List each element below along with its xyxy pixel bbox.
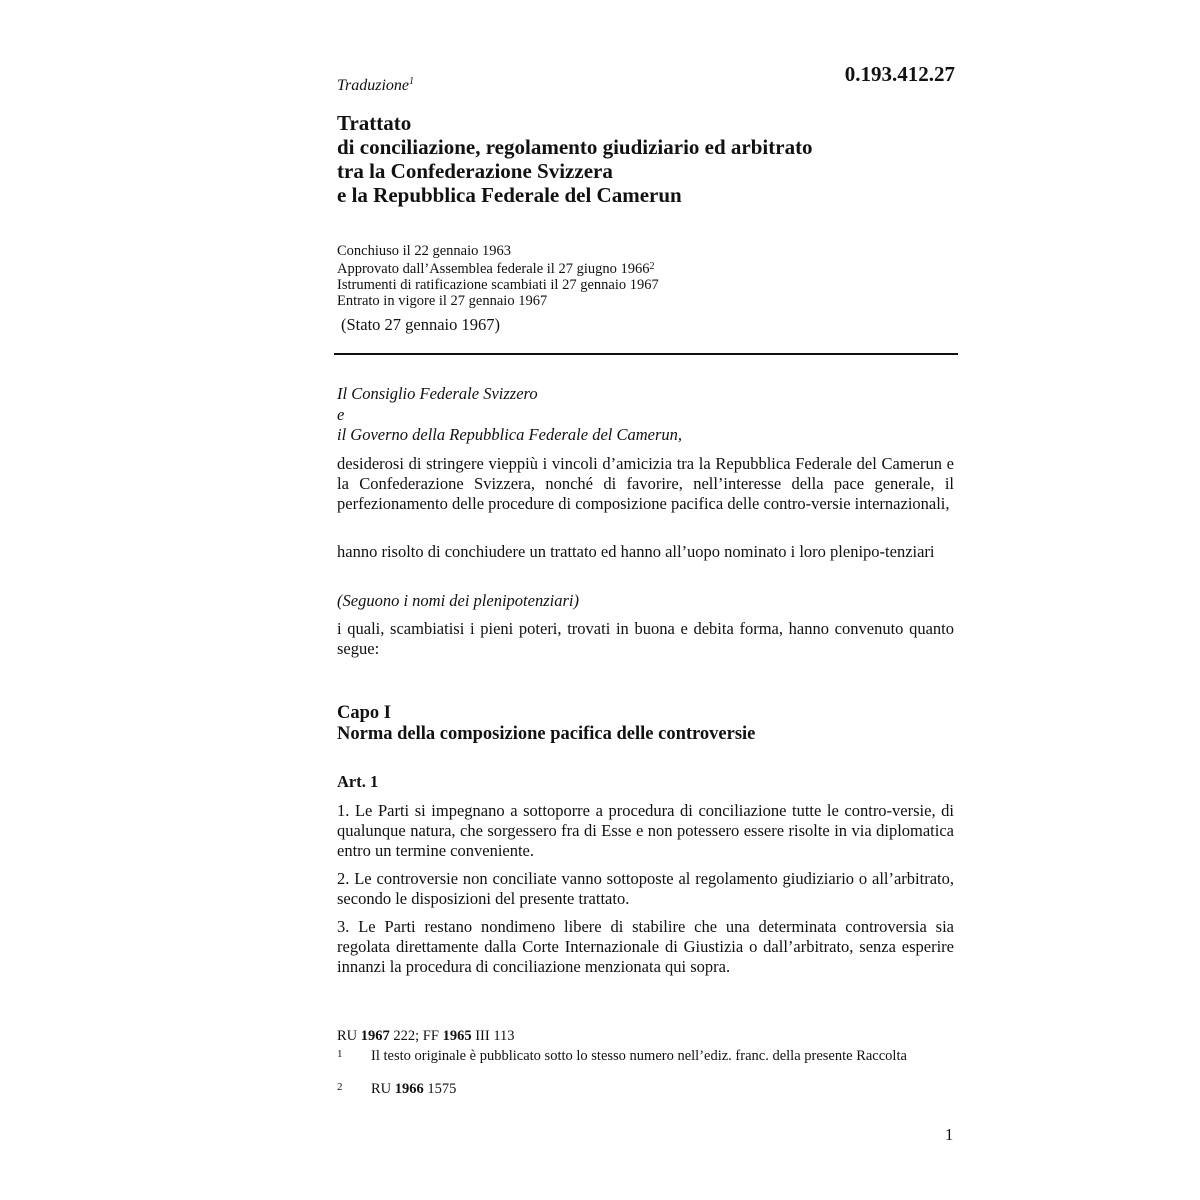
footnote-text: RU 1966 1575 [371,1081,457,1097]
page-number: 1 [945,1125,954,1144]
chapter-label: Capo I [337,703,391,723]
article-heading: Art. 1 [337,772,379,791]
article-paragraph: 1. Le Parti si impegnano a sottoporre a procedura di conciliazione tutte le contro-versie, di qualunque natura, che sorgessero fra di Esse e non potessero essere risolte in via diplomatica entro un termine conveniente. [337,801,954,860]
party-cameroon-government: il Governo della Repubblica Federale del Camerun, [337,425,683,444]
article-paragraph: 3. Le Parti restano nondimeno libere di stabilire che una determinata controversia sia regolata direttamente dalla Corte Internazionale di Giustizia o dall’arbitrato, senza esperire innanzi la procedura di conciliazione menzionata qui sopra. [337,917,954,976]
approved-date: Approvato dall’Assemblea federale il 27 giugno 1966$^2$ [337,261,655,277]
party-conjunction: e [337,405,345,424]
title-line: di conciliazione, regolamento giudiziario ed arbitrato [337,135,813,159]
treaty-metadata [337,243,957,309]
in-force-date: Entrato in vigore il 27 gennaio 1967 [337,293,548,309]
footnote-number: 2 [337,1081,343,1093]
footnote-ref[interactable]: 1 [409,76,415,87]
footnote-ref[interactable]: 2 [649,261,655,272]
preamble-paragraph: hanno risolto di conchiudere un trattato ed hanno all’uopo nominato i loro plenipo-tenziari [337,542,935,561]
concluded-date: Conchiuso il 22 gennaio 1963 [337,243,511,259]
footnote-text: Il testo originale è pubblicato sotto lo stesso numero nell’ediz. franc. della presente Raccolta [371,1048,907,1064]
sr-number: 0.193.412.27 [844,62,955,86]
preamble-paragraph: desiderosi di stringere vieppiù i vincoli d’amicizia tra la Repubblica Federale del Camerun e la Confederazione Svizzera, nonché di favorire, nell’interesse della pace generale, il perfezionamento delle procedure di composizione pacifica delle contro-versie internazionali, [337,454,954,513]
plenipotentiaries-note: (Seguono i nomi dei plenipotenziari) [337,591,579,610]
page-header [337,62,957,96]
footnote-number: 1 [337,1048,343,1060]
footnote [337,1081,957,1097]
title-line: tra la Confederazione Svizzera [337,159,613,183]
footnote [337,1048,957,1082]
chapter-heading [337,703,755,745]
article-paragraph: 2. Le controversie non conciliate vanno sottoposte al regolamento giudiziario o all’arbitrato, secondo le disposizioni del presente trattato. [337,869,954,908]
translation-label: Traduzione$^1$ [337,76,415,94]
chapter-title: Norma della composizione pacifica delle controversie [337,724,756,744]
header-divider [334,353,958,355]
preamble-paragraph: i quali, scambiatisi i pieni poteri, trovati in buona e debita forma, hanno convenuto quanto segue: [337,619,954,658]
status-date: (Stato 27 gennaio 1967) [341,315,501,334]
title-line: Trattato [337,111,412,135]
source-reference: RU 1967 222; FF 1965 III 113 [337,1028,515,1044]
ratification-date: Istrumenti di ratificazione scambiati il 27 gennaio 1967 [337,277,659,293]
document-title [337,111,957,207]
title-line: e la Repubblica Federale del Camerun [337,183,682,207]
party-swiss-council: Il Consiglio Federale Svizzero [337,384,538,403]
